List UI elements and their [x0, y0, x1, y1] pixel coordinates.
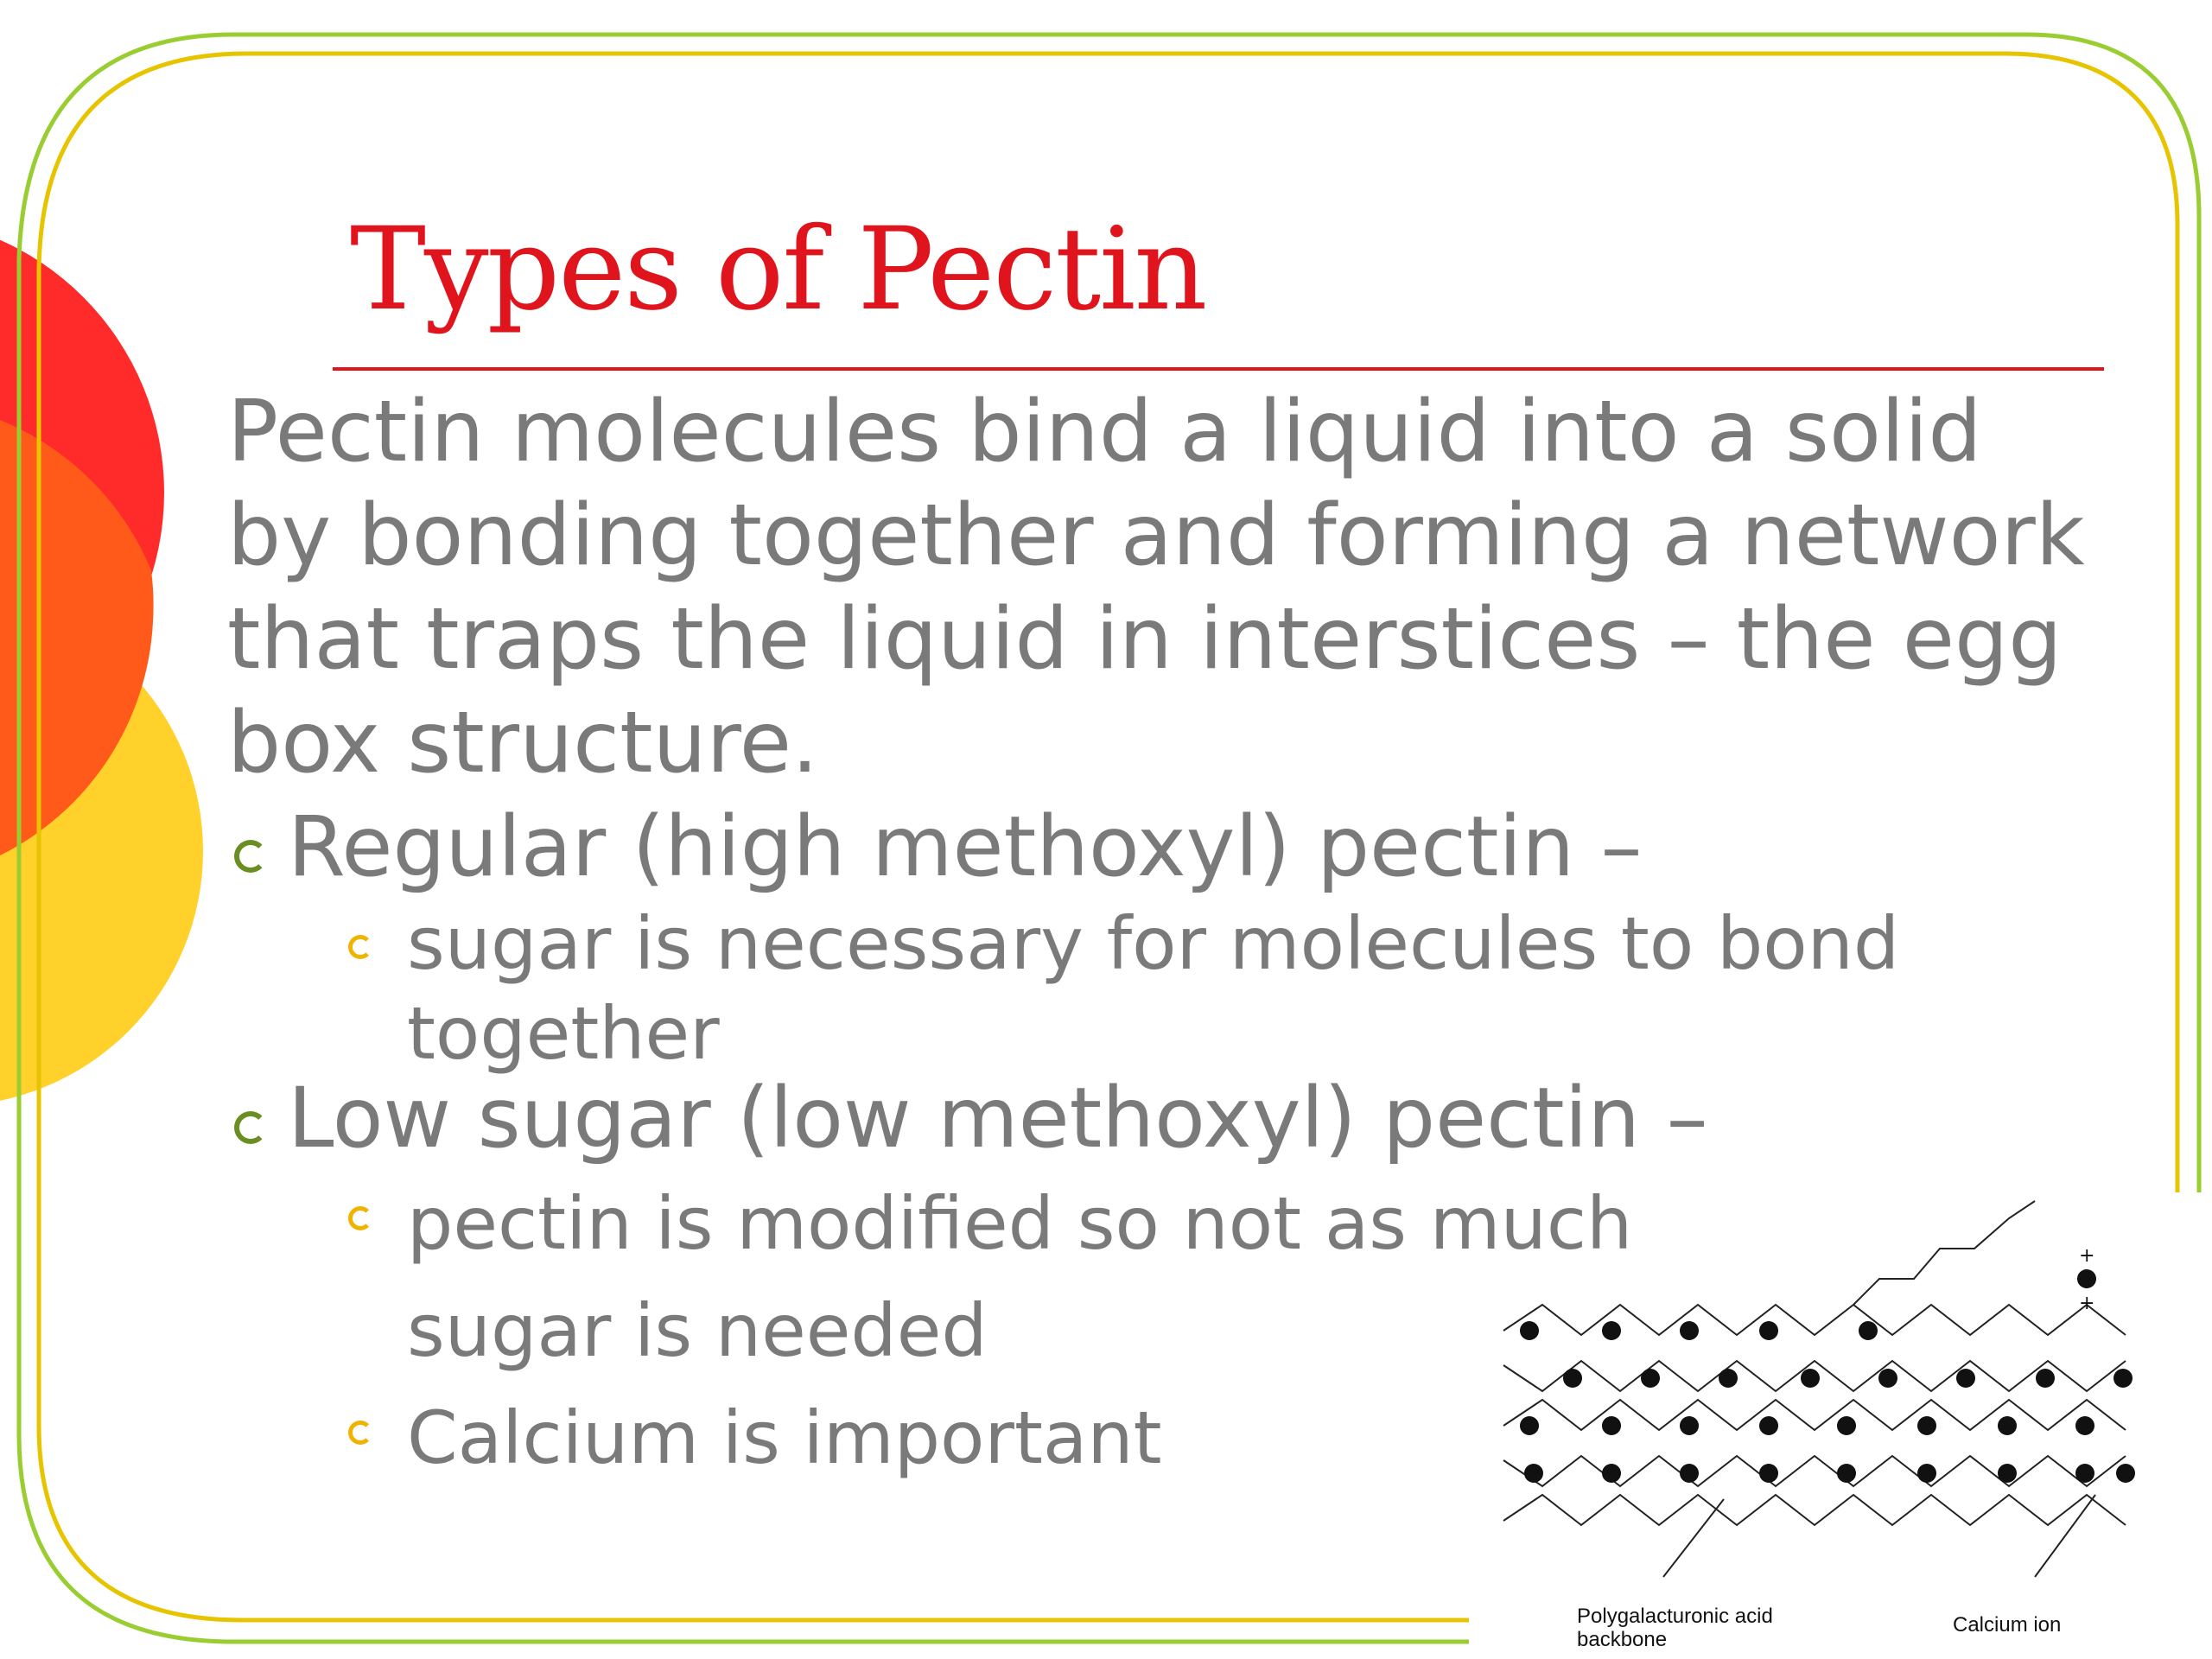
chain-1: [1503, 1305, 2126, 1335]
bullet-text: Low sugar (low methoxyl) pectin –: [288, 1070, 1708, 1166]
pointer-calcium: [2035, 1495, 2095, 1577]
chain-5: [1503, 1495, 2126, 1525]
bullet-icon: [234, 840, 267, 873]
slide-title: Types of Pectin: [350, 203, 1206, 336]
sub-bullet-text: Calcium is important: [407, 1395, 1162, 1480]
svg-text:+: +: [2079, 1245, 2095, 1267]
sub-bullet-sugar-necessary: [227, 899, 2085, 1078]
sub-bullet-icon: [348, 935, 372, 959]
bullet-text: Regular (high methoxyl) pectin –: [288, 798, 1643, 895]
egg-box-structure: [1491, 1197, 2147, 1586]
sub-bullet-modified: [227, 1170, 1669, 1384]
title-divider: [333, 367, 2104, 371]
svg-text:+: +: [2079, 1293, 2095, 1314]
pointer-backbone: [1663, 1499, 1724, 1577]
bullet-low-methoxyl: [227, 1066, 2085, 1170]
label-backbone: Polygalacturonic acid backbone: [1577, 1605, 1773, 1651]
chain-4: [1503, 1456, 2126, 1486]
sub-bullet-text: pectin is modified so not as much sugar is needed: [407, 1181, 1633, 1373]
bullet-icon: [234, 1111, 267, 1144]
intro-paragraph: Pectin molecules bind a liquid into a solid by bonding together and forming a network that traps the liquid in interstices – the egg box structure.: [227, 383, 2085, 792]
sub-bullet-icon: [348, 1206, 372, 1230]
free-chain: [1853, 1201, 2035, 1305]
label-calcium-ion: Calcium ion: [1953, 1613, 2062, 1637]
sub-bullet-text: sugar is necessary for molecules to bond together: [407, 901, 1900, 1076]
bullet-high-methoxyl: [227, 795, 2085, 899]
sub-bullet-icon: [348, 1421, 372, 1445]
egg-box-diagram: [1491, 1197, 2147, 1651]
chain-3: [1503, 1400, 2126, 1430]
